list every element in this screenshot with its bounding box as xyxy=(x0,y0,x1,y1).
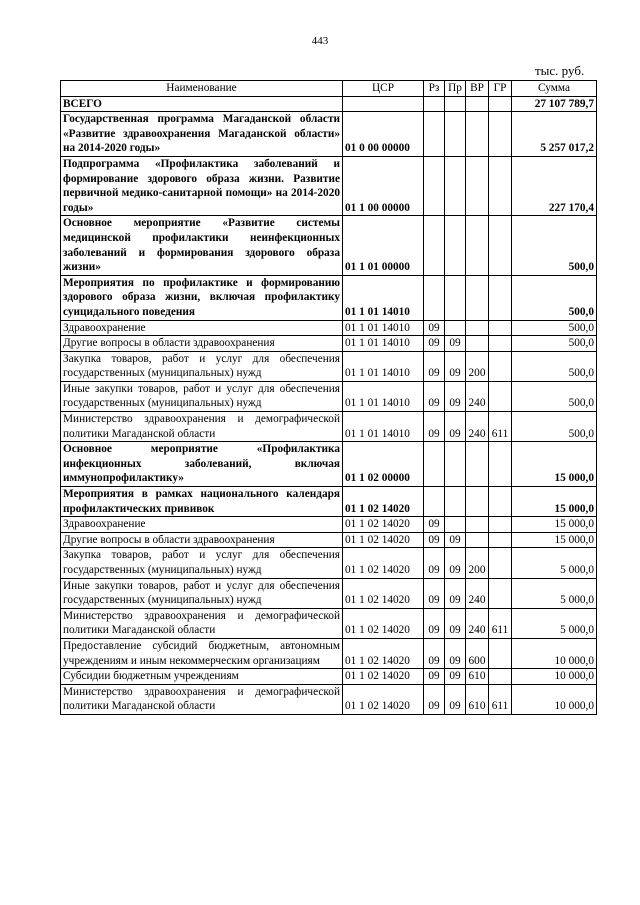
row-rz xyxy=(424,216,445,275)
row-gr xyxy=(489,517,512,533)
row-pr xyxy=(445,442,466,487)
row-vr: 600 xyxy=(466,638,489,668)
row-pr xyxy=(445,216,466,275)
row-csr: 01 1 00 00000 xyxy=(343,156,424,215)
row-rz: 09 xyxy=(424,517,445,533)
row-rz: 09 xyxy=(424,608,445,638)
row-name: Основное мероприятие «Профилактика инфекционных заболеваний, включая иммунопрофилактику» xyxy=(61,442,343,487)
row-pr: 09 xyxy=(445,548,466,578)
row-rz xyxy=(424,275,445,320)
row-pr xyxy=(445,487,466,517)
row-rz: 09 xyxy=(424,638,445,668)
row-csr: 01 1 02 14020 xyxy=(343,684,424,714)
page-number: 443 xyxy=(311,35,329,47)
row-name: Подпрограмма «Профилактика заболеваний и формирование здорового образа жизни. Развитие первичной медико-санитарной помощи» на 2014-2020 годы» xyxy=(61,156,343,215)
units-label: тыс. руб. xyxy=(535,63,585,78)
table-row xyxy=(61,578,597,608)
table-row xyxy=(61,487,597,517)
row-sum: 5 000,0 xyxy=(512,608,597,638)
row-vr: 240 xyxy=(466,578,489,608)
row-gr: 611 xyxy=(489,412,512,442)
row-name: Здравоохранение xyxy=(61,517,343,533)
row-name: Министерство здравоохранения и демографической политики Магаданской области xyxy=(61,608,343,638)
row-name: Министерство здравоохранения и демографической политики Магаданской области xyxy=(61,684,343,714)
row-vr: 610 xyxy=(466,669,489,685)
row-csr: 01 1 02 14020 xyxy=(343,608,424,638)
row-name: Министерство здравоохранения и демографической политики Магаданской области xyxy=(61,412,343,442)
row-sum: 500,0 xyxy=(512,216,597,275)
row-csr: 01 1 01 14010 xyxy=(343,275,424,320)
row-vr xyxy=(466,442,489,487)
table-row xyxy=(61,442,597,487)
table-row xyxy=(61,351,597,381)
row-rz xyxy=(424,96,445,112)
header-csr: ЦСР xyxy=(343,81,424,97)
row-csr: 01 1 02 00000 xyxy=(343,442,424,487)
row-vr xyxy=(466,156,489,215)
row-name: Закупка товаров, работ и услуг для обеспечения государственных (муниципальных) нужд xyxy=(61,548,343,578)
row-csr: 01 0 00 00000 xyxy=(343,112,424,157)
row-sum: 15 000,0 xyxy=(512,517,597,533)
row-sum: 27 107 789,7 xyxy=(512,96,597,112)
row-gr xyxy=(489,381,512,411)
row-vr xyxy=(466,517,489,533)
row-csr: 01 1 02 14020 xyxy=(343,578,424,608)
row-sum: 5 000,0 xyxy=(512,578,597,608)
table-row xyxy=(61,412,597,442)
row-name: Мероприятия по профилактике и формированию здорового образа жизни, включая профилактику суицидального поведения xyxy=(61,275,343,320)
table-row xyxy=(61,669,597,685)
header-gr: ГР xyxy=(489,81,512,97)
row-csr: 01 1 01 00000 xyxy=(343,216,424,275)
row-name: Иные закупки товаров, работ и услуг для обеспечения государственных (муниципальных) нужд xyxy=(61,381,343,411)
row-vr xyxy=(466,96,489,112)
row-gr xyxy=(489,275,512,320)
row-rz xyxy=(424,156,445,215)
row-vr xyxy=(466,532,489,548)
row-name: Предоставление субсидий бюджетным, автономным учреждениям и иным некоммерческим организациям xyxy=(61,638,343,668)
row-name: Иные закупки товаров, работ и услуг для обеспечения государственных (муниципальных) нужд xyxy=(61,578,343,608)
row-sum: 15 000,0 xyxy=(512,532,597,548)
row-pr xyxy=(445,320,466,336)
table-row xyxy=(61,381,597,411)
row-gr xyxy=(489,578,512,608)
row-pr: 09 xyxy=(445,669,466,685)
row-pr xyxy=(445,156,466,215)
header-pr: Пр xyxy=(445,81,466,97)
row-gr: 611 xyxy=(489,608,512,638)
row-csr: 01 1 02 14020 xyxy=(343,548,424,578)
row-name: ВСЕГО xyxy=(61,96,343,112)
row-rz xyxy=(424,442,445,487)
row-gr xyxy=(489,638,512,668)
row-rz: 09 xyxy=(424,336,445,352)
row-name: Субсидии бюджетным учреждениям xyxy=(61,669,343,685)
row-gr xyxy=(489,156,512,215)
row-name: Мероприятия в рамках национального календаря профилактических прививок xyxy=(61,487,343,517)
table-row xyxy=(61,320,597,336)
row-pr xyxy=(445,96,466,112)
row-gr xyxy=(489,487,512,517)
row-sum: 15 000,0 xyxy=(512,442,597,487)
row-vr xyxy=(466,275,489,320)
table-header-row xyxy=(61,81,597,97)
row-sum: 5 257 017,2 xyxy=(512,112,597,157)
row-sum: 500,0 xyxy=(512,351,597,381)
row-gr xyxy=(489,351,512,381)
row-gr xyxy=(489,96,512,112)
row-gr xyxy=(489,320,512,336)
row-vr: 240 xyxy=(466,381,489,411)
row-csr: 01 1 02 14020 xyxy=(343,638,424,668)
row-pr: 09 xyxy=(445,578,466,608)
table-row xyxy=(61,517,597,533)
row-pr xyxy=(445,517,466,533)
row-rz: 09 xyxy=(424,320,445,336)
row-rz: 09 xyxy=(424,351,445,381)
row-pr: 09 xyxy=(445,638,466,668)
table-row xyxy=(61,608,597,638)
row-sum: 10 000,0 xyxy=(512,684,597,714)
row-pr xyxy=(445,275,466,320)
row-rz: 09 xyxy=(424,381,445,411)
row-name: Другие вопросы в области здравоохранения xyxy=(61,532,343,548)
row-rz: 09 xyxy=(424,578,445,608)
row-sum: 500,0 xyxy=(512,320,597,336)
row-gr xyxy=(489,548,512,578)
row-name: Государственная программа Магаданской области «Развитие здравоохранения Магаданской области» на 2014-2020 годы» xyxy=(61,112,343,157)
header-rz: Рз xyxy=(424,81,445,97)
table-row xyxy=(61,156,597,215)
row-sum: 227 170,4 xyxy=(512,156,597,215)
row-csr: 01 1 01 14010 xyxy=(343,412,424,442)
row-sum: 10 000,0 xyxy=(512,638,597,668)
row-pr: 09 xyxy=(445,608,466,638)
row-rz: 09 xyxy=(424,412,445,442)
row-sum: 500,0 xyxy=(512,336,597,352)
header-vr: ВР xyxy=(466,81,489,97)
row-csr xyxy=(343,96,424,112)
row-pr: 09 xyxy=(445,351,466,381)
row-csr: 01 1 01 14010 xyxy=(343,336,424,352)
row-csr: 01 1 01 14010 xyxy=(343,320,424,336)
row-pr: 09 xyxy=(445,532,466,548)
row-gr xyxy=(489,442,512,487)
row-gr xyxy=(489,336,512,352)
row-rz: 09 xyxy=(424,532,445,548)
row-vr: 610 xyxy=(466,684,489,714)
row-csr: 01 1 02 14020 xyxy=(343,487,424,517)
row-vr: 200 xyxy=(466,351,489,381)
table-row xyxy=(61,216,597,275)
row-vr xyxy=(466,487,489,517)
row-sum: 500,0 xyxy=(512,275,597,320)
table-row xyxy=(61,532,597,548)
table-row xyxy=(61,638,597,668)
row-rz xyxy=(424,112,445,157)
row-rz xyxy=(424,487,445,517)
row-sum: 500,0 xyxy=(512,412,597,442)
row-csr: 01 1 02 14020 xyxy=(343,517,424,533)
row-gr xyxy=(489,532,512,548)
row-sum: 10 000,0 xyxy=(512,669,597,685)
row-vr xyxy=(466,112,489,157)
row-rz: 09 xyxy=(424,684,445,714)
table-row xyxy=(61,112,597,157)
header-name: Наименование xyxy=(61,81,343,97)
row-csr: 01 1 01 14010 xyxy=(343,381,424,411)
row-pr xyxy=(445,112,466,157)
row-csr: 01 1 02 14020 xyxy=(343,532,424,548)
row-vr xyxy=(466,216,489,275)
row-vr: 240 xyxy=(466,608,489,638)
budget-table xyxy=(60,80,597,715)
row-rz: 09 xyxy=(424,669,445,685)
row-pr: 09 xyxy=(445,336,466,352)
row-pr: 09 xyxy=(445,381,466,411)
header-sum: Сумма xyxy=(512,81,597,97)
row-name: Здравоохранение xyxy=(61,320,343,336)
row-gr xyxy=(489,112,512,157)
table-body xyxy=(61,96,597,714)
table-row xyxy=(61,336,597,352)
row-csr: 01 1 02 14020 xyxy=(343,669,424,685)
row-rz: 09 xyxy=(424,548,445,578)
table-row xyxy=(61,96,597,112)
table-row xyxy=(61,548,597,578)
row-name: Закупка товаров, работ и услуг для обеспечения государственных (муниципальных) нужд xyxy=(61,351,343,381)
row-vr: 240 xyxy=(466,412,489,442)
row-name: Основное мероприятие «Развитие системы медицинской профилактики неинфекционных заболеваний и формирования здорового образа жизни» xyxy=(61,216,343,275)
row-vr: 200 xyxy=(466,548,489,578)
table-row xyxy=(61,275,597,320)
row-vr xyxy=(466,336,489,352)
row-pr: 09 xyxy=(445,684,466,714)
table-row xyxy=(61,684,597,714)
row-sum: 5 000,0 xyxy=(512,548,597,578)
row-gr: 611 xyxy=(489,684,512,714)
row-vr xyxy=(466,320,489,336)
row-sum: 500,0 xyxy=(512,381,597,411)
row-sum: 15 000,0 xyxy=(512,487,597,517)
row-csr: 01 1 01 14010 xyxy=(343,351,424,381)
row-pr: 09 xyxy=(445,412,466,442)
row-gr xyxy=(489,669,512,685)
row-gr xyxy=(489,216,512,275)
row-name: Другие вопросы в области здравоохранения xyxy=(61,336,343,352)
